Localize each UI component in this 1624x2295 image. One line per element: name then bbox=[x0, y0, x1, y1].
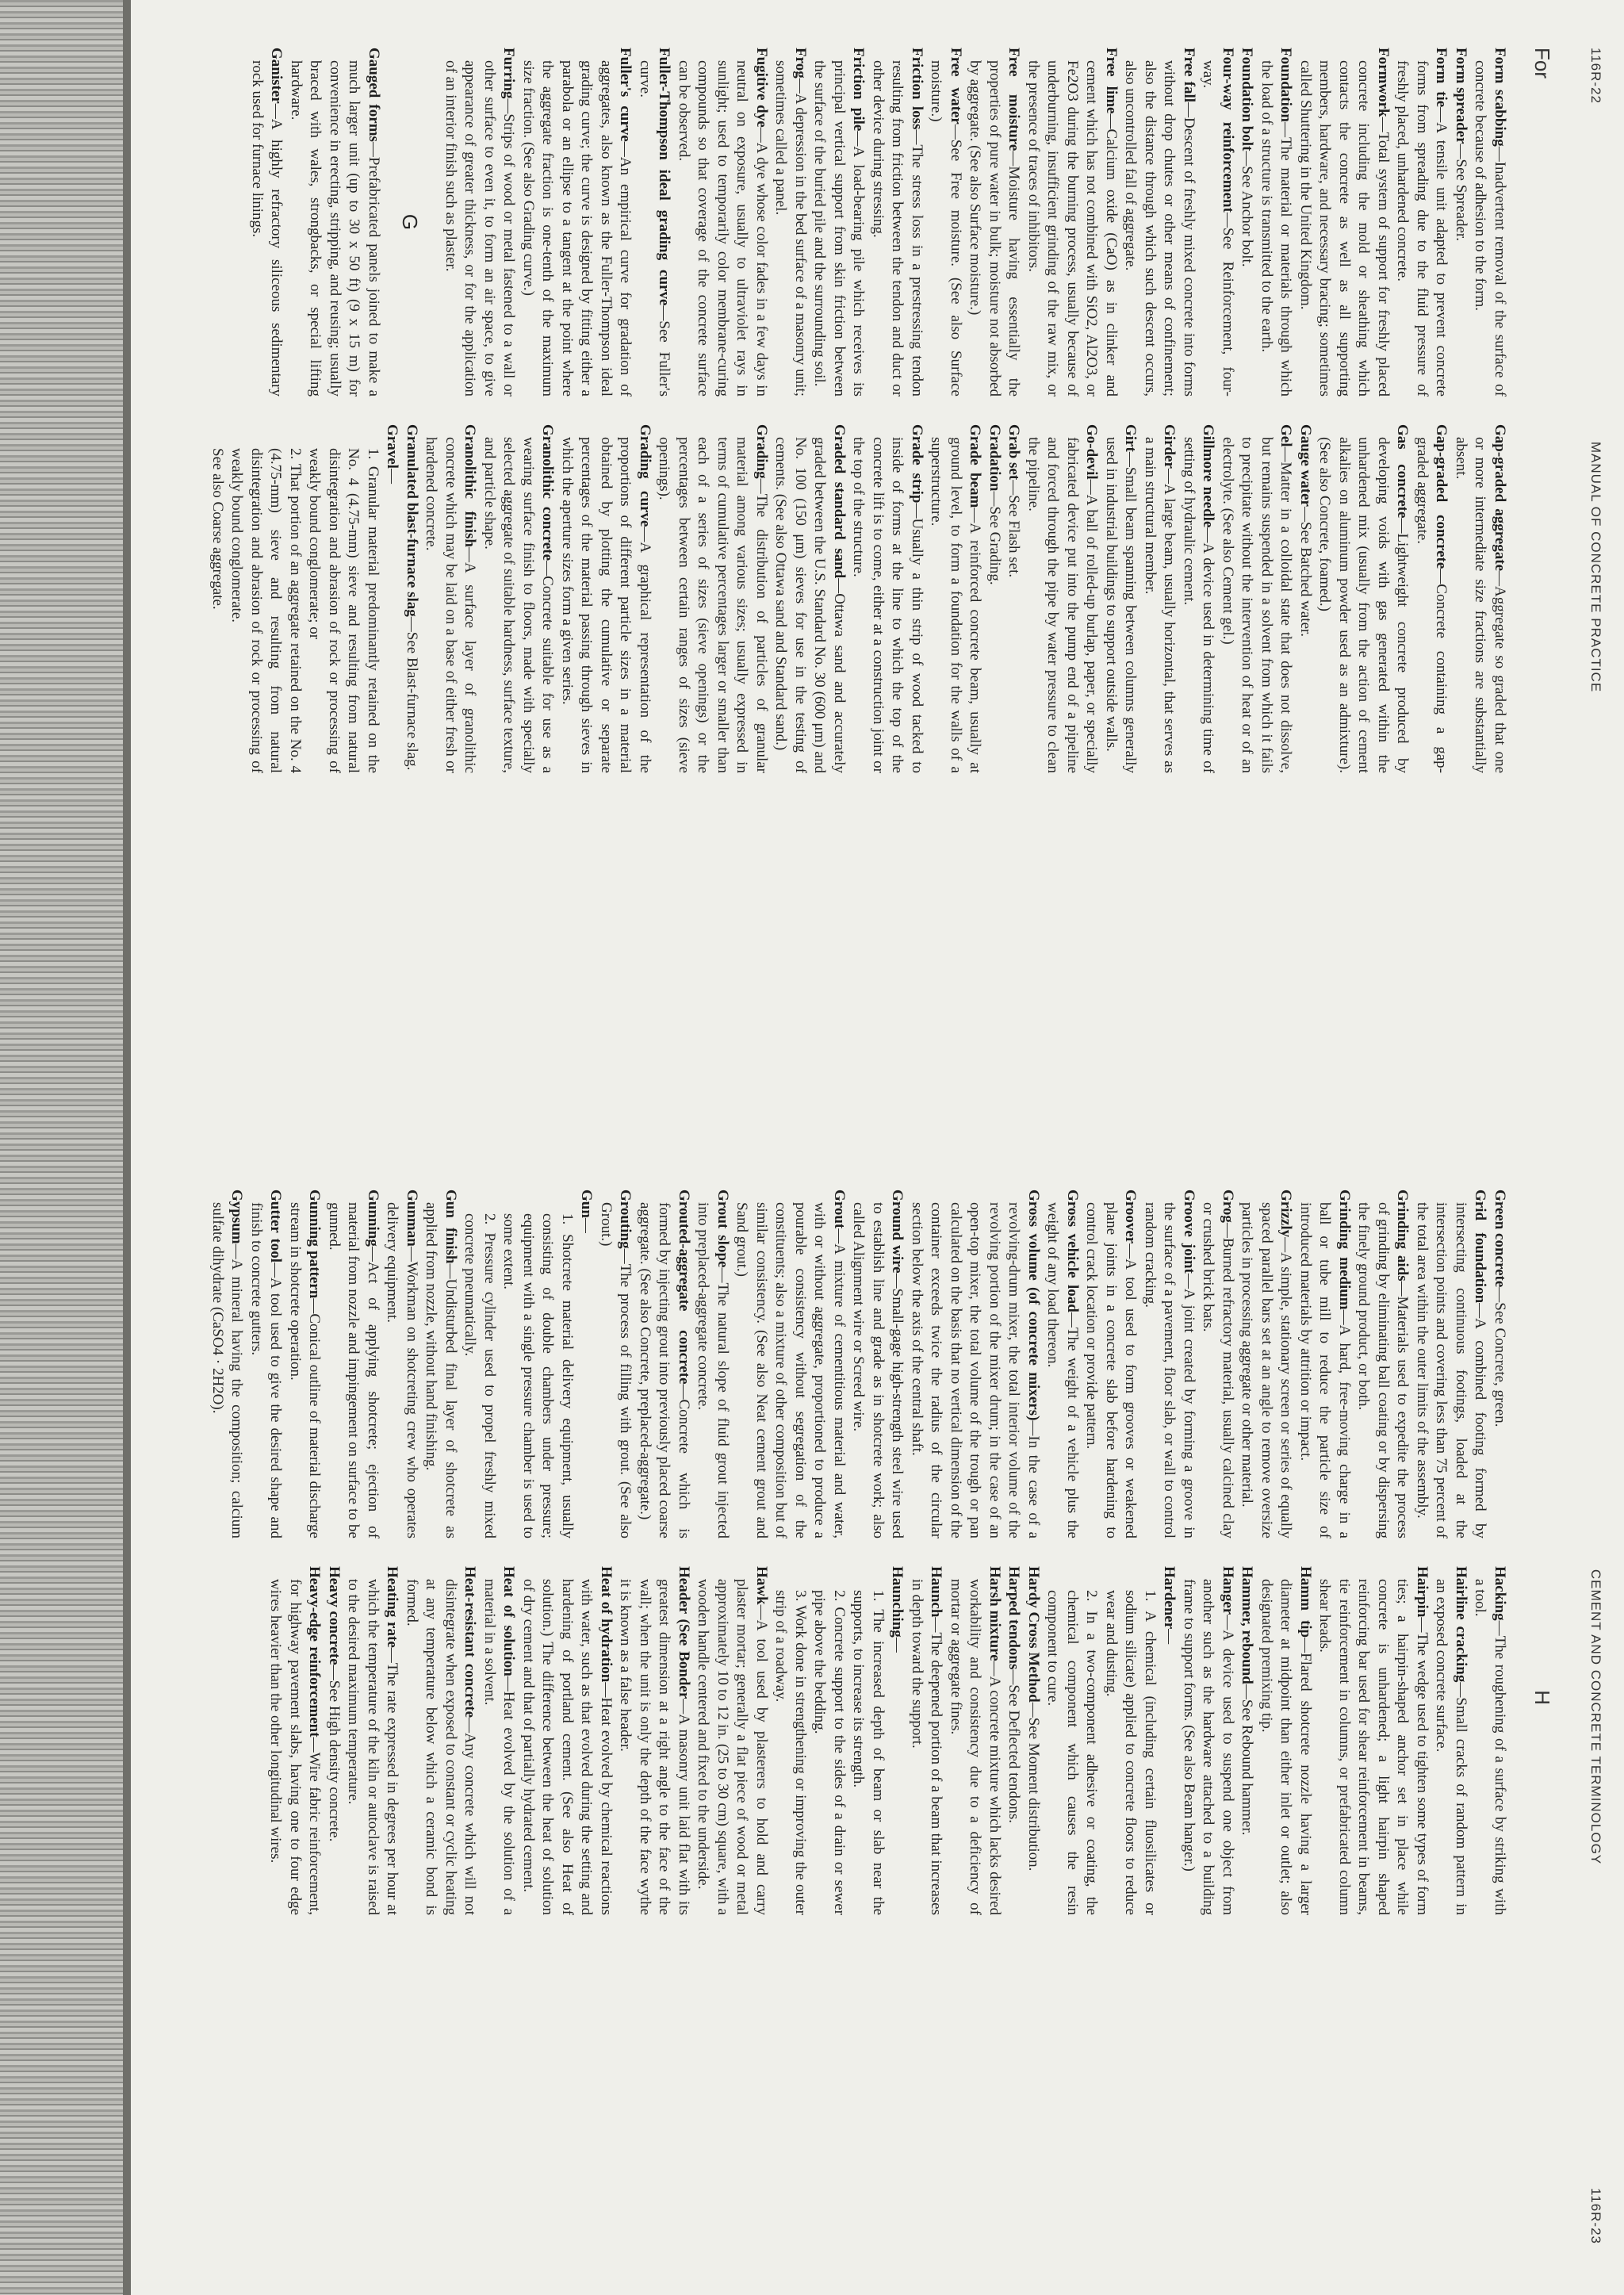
entry-definition: —Heat evolved by chemical reactions with water, such as that evolved during the setting and hardening of portland cement. (See also Heat of solution.) The difference between the heat of solution of dry cement and that of partially hydrated cement. bbox=[520, 1579, 615, 1915]
glossary-entry bbox=[1354, 1190, 1412, 1538]
entry-definition: —A device used to suspend one object from another such as the hardware attached to a building frame to support forms. (See also Beam hanger.) bbox=[1181, 1579, 1236, 1915]
glossary-entry bbox=[1082, 1190, 1140, 1538]
entry-definition: —See Flash set. bbox=[1005, 480, 1023, 578]
entry-term: Grouted-aggregate concrete bbox=[676, 1190, 692, 1385]
entry-term: Grout slope bbox=[714, 1190, 731, 1268]
glossary-entry bbox=[208, 424, 402, 773]
glossary-entry bbox=[1179, 1566, 1238, 1915]
entry-definition: —Undisturbed final layer of shotcrete as applied from nozzle, without hand finishing. bbox=[423, 1202, 459, 1538]
right-header bbox=[1580, 1190, 1603, 2244]
entry-term: Gap-graded concrete bbox=[1433, 424, 1450, 569]
entry-subdefinition: See also Coarse aggregate. bbox=[209, 448, 226, 610]
entry-definition: —The roughening of a surface by striking with a tool. bbox=[1472, 1579, 1508, 1915]
entry-term: Hairline cracking bbox=[1453, 1566, 1469, 1683]
entry-definition: —The distribution of particles of granular material among various sizes; usually expressed in terms of cumulative percentages larger or smaller than each of a series of sizes (sieve openings) or the percentages between certain ranges of sizes (sieve openings). bbox=[656, 437, 770, 773]
entry-term: Heavy concrete bbox=[326, 1566, 343, 1665]
entry-definition: —A surface layer of granolithic concrete which may be laid on a base of either fresh or hardened concrete. bbox=[423, 437, 479, 773]
glossary-entry bbox=[1004, 1566, 1024, 1915]
entry-definition: —A mineral having the composition; calcium sulfate dihydrate (CaSO4 · 2H2O). bbox=[209, 1202, 246, 1538]
entry-term: Harsh mixture bbox=[986, 1566, 1003, 1661]
glossary-entry bbox=[266, 1566, 324, 1915]
entry-term: Grading bbox=[753, 424, 770, 479]
entry-term: Grid foundation bbox=[1472, 1190, 1489, 1304]
glossary-entry bbox=[1237, 1190, 1296, 1538]
entry-term: Harped tendons bbox=[1005, 1566, 1023, 1670]
entry-term: Gunman bbox=[404, 1190, 420, 1247]
glossary-entry bbox=[1140, 1190, 1199, 1538]
entry-definition: —A tool used to form grooves or weakened plane joints in a concrete slab before hardening to control crack location or provide pattern. bbox=[1083, 1202, 1139, 1538]
entry-definition: — bbox=[578, 1217, 596, 1233]
glossary-entry bbox=[421, 1190, 460, 1538]
section-letter: G bbox=[398, 213, 423, 231]
glossary-entry bbox=[1412, 1190, 1490, 1538]
glossary-entry bbox=[1024, 48, 1121, 397]
entry-term: Grading curve bbox=[637, 424, 653, 527]
glossary-entry bbox=[985, 424, 1005, 773]
left-guide-word: For bbox=[1530, 48, 1554, 79]
entry-term: Grinding medium bbox=[1336, 1190, 1353, 1310]
entry-term: Grinding aids bbox=[1394, 1190, 1411, 1282]
glossary-entry bbox=[732, 1190, 848, 1538]
glossary-entry bbox=[480, 1566, 519, 1915]
glossary-entry bbox=[693, 1566, 771, 1915]
glossary-entry bbox=[1470, 48, 1509, 397]
glossary-entry bbox=[421, 424, 480, 773]
glossary-entry bbox=[674, 48, 772, 397]
entry-term: Haunch bbox=[928, 1566, 945, 1618]
glossary-entry bbox=[848, 424, 926, 773]
entry-term: Grade beam bbox=[967, 424, 984, 508]
glossary-entry bbox=[1101, 424, 1140, 773]
entry-definition: —Usually a thin strip of wood tacked to inside of forms at the line to which the top of the concrete lift is to come, either at a construction joint or the top of the structure. bbox=[850, 437, 925, 773]
entry-term: Header (See Bonder bbox=[676, 1566, 692, 1699]
glossary-entry bbox=[1257, 48, 1296, 397]
glossary-entry bbox=[1315, 1566, 1431, 1915]
glossary-entry bbox=[1024, 1566, 1044, 1915]
entry-definition: —The stress loss in a prestressing tendon resulting from friction between the tendon and duct or other device during stressing. bbox=[870, 60, 925, 397]
glossary-entry bbox=[460, 1190, 596, 1538]
glossary-entry bbox=[596, 1190, 635, 1538]
entry-definition: —In the case of a revolving-drum mixer, the total interior volume of the revolving portion of the mixer drum; in the case of an open-top mixer, the total volume of the trough or pan calculated on the basis that no vertical dimension of the container exceeds twice the radius of the circular section below the axis of the central shaft. bbox=[909, 1202, 1042, 1539]
entry-term: Free moisture bbox=[1005, 48, 1023, 151]
entry-term: Gutter tool bbox=[267, 1190, 285, 1263]
entry-definition: —A graphical representation of the proportions of different particle sizes in a material obtained by plotting the cumulative or separate percentages of the material passing through sieves in which the aperture sizes form a given series. bbox=[559, 437, 653, 773]
glossary-entry bbox=[286, 48, 384, 397]
entry-definition: —An empirical curve for gradation of aggregates, also known as the Fuller-Thompson ideal grading curve; the curve is designed by fitting either a parabola or an ellipse to a tangent at the point where the aggregate fraction is one-tenth of the maximum size fraction. (See also Grading curve.) bbox=[520, 60, 634, 397]
entry-term: Hacking bbox=[1492, 1566, 1508, 1621]
entry-definition: —Flared shotcrete nozzle having a larger diameter at midpoint than either inlet or outlet; also designated premixing tip. bbox=[1258, 1579, 1314, 1915]
entry-definition: —See Grading. bbox=[986, 491, 1003, 585]
entry-term: Granolithic concrete bbox=[539, 424, 557, 561]
entry-term: Gillmore needle bbox=[1200, 424, 1217, 528]
entry-term: Graded standard sand bbox=[831, 424, 848, 579]
entry-definition: —A joint created by forming a groove in the surface of a pavement, floor slab, or wall to control random cracking. bbox=[1142, 1202, 1197, 1538]
entry-term: Ganister bbox=[268, 48, 285, 104]
entry-definition: —Burned refractory material, usually calcined clay or crushed brick bats. bbox=[1200, 1202, 1236, 1538]
entry-definition: —The wedge used to tighten some types of form ties; a hairpin-shaped anchor set in place while concrete is unhardened; a light hairpin shaped reinforcing bar used for shear reinforcement in beams, tie reinforcement in columns, or prefabricated column shear heads. bbox=[1316, 1579, 1431, 1915]
entry-definition: —The rate expressed in degrees per hour at which the temperature of the kiln or autoclave is raised to the desired maximum temperature. bbox=[345, 1579, 401, 1916]
entry-definition: —Inadvertent removal of the surface of concrete because of adhesion to the form. bbox=[1472, 60, 1508, 397]
entry-term: Fugitive dye bbox=[753, 48, 770, 128]
entry-definition: —Small cracks of random pattern in an exposed concrete surface. bbox=[1433, 1579, 1469, 1915]
glossary-entry bbox=[907, 1566, 946, 1915]
entry-definition: —A masonry unit laid flat with its greatest dimension at a right angle to the face of the wall; when the unit is only the depth of the face wythe it is known as a false header. bbox=[617, 1579, 692, 1915]
entry-definition: —See Concrete, green. bbox=[1492, 1287, 1508, 1427]
left-header bbox=[1580, 48, 1603, 1086]
entry-term: Free lime bbox=[1103, 48, 1120, 114]
glossary-entry bbox=[771, 1566, 907, 1915]
glossary-entry bbox=[1490, 1190, 1510, 1538]
entry-definition: —See Fuller's curve. bbox=[637, 60, 673, 397]
entry-definition: —A large beam, usually horizontal, that serves as a main structural member. bbox=[1142, 437, 1178, 773]
entry-term: Go-devil bbox=[1083, 424, 1101, 480]
entry-definition: —Workman on shotcreting crew who operates delivery equipment. bbox=[384, 1202, 420, 1538]
right-column-2 bbox=[266, 1566, 1509, 1915]
entry-definition: —The natural slope of fluid grout injected into preplaced-aggregate concrete. bbox=[695, 1202, 731, 1538]
entry-term: Granulated blast-furnace slag bbox=[404, 424, 420, 617]
entry-term: Gel bbox=[1277, 424, 1295, 447]
glossary-entry bbox=[1004, 424, 1024, 773]
glossary-entry bbox=[1412, 424, 1451, 773]
entry-definition: —A mixture of cementitious material and water, with or without aggregate, proportioned to produce a pourable consistency without segregation of the constituents; also a mixture of other composition but of similar consistency. (See also Neat cement grout and Sand grout.) bbox=[733, 1202, 848, 1538]
right-page bbox=[133, 1158, 1624, 2276]
entry-definition: —A highly refractory siliceous sedimentary rock used for furnace linings. bbox=[249, 60, 285, 397]
entry-term: Heating rate bbox=[384, 1566, 401, 1648]
glossary-entry bbox=[343, 1566, 402, 1915]
entry-term: Haunching bbox=[889, 1566, 906, 1638]
glossary-entry bbox=[1470, 1566, 1509, 1915]
entry-term: Hammer, rebound bbox=[1239, 1566, 1256, 1684]
glossary-entry bbox=[1451, 48, 1471, 397]
glossary-entry bbox=[1296, 48, 1393, 397]
entry-definition: —A load-bearing pile which receives its principal vertical support from skin friction between the surface of the buried pile and the surrounding soil. bbox=[811, 60, 868, 397]
glossary-entry bbox=[519, 1566, 616, 1915]
entry-term: Foundation bbox=[1277, 48, 1295, 122]
glossary-entry bbox=[1198, 48, 1237, 397]
entry-definition: —Act of applying shotcrete; ejection of material from nozzle and impingement on surface to be gunned. bbox=[326, 1202, 381, 1538]
entry-subdefinition: 2. Concrete support to the sides of a drain or sewer pipe above the bedding. bbox=[811, 1590, 848, 1915]
glossary-entry bbox=[1198, 1190, 1237, 1538]
entry-term: Heat of solution bbox=[500, 1566, 518, 1676]
entry-term: Grizzly bbox=[1277, 1190, 1295, 1238]
glossary-entry bbox=[1392, 48, 1451, 397]
glossary-entry bbox=[926, 424, 985, 773]
entry-term: Foundation bolt bbox=[1239, 48, 1256, 151]
entry-definition: —A reinforced concrete beam, usually at ground level, to form a foundation for the walls of a superstructure. bbox=[928, 437, 984, 774]
entry-term: Groove joint bbox=[1181, 1190, 1197, 1274]
entry-term: Gross vehicle load bbox=[1064, 1190, 1081, 1312]
entry-term: Gauge water bbox=[1297, 424, 1314, 507]
entry-term: Form spreader bbox=[1453, 48, 1469, 144]
glossary-entry bbox=[382, 1190, 421, 1538]
entry-term: Gunning bbox=[365, 1190, 381, 1247]
entry-term: Girder bbox=[1161, 424, 1178, 469]
right-running-head: CEMENT AND CONCRETE TERMINOLOGY bbox=[1588, 1569, 1603, 1865]
entry-definition: —See Moment distribution. bbox=[1025, 1702, 1042, 1872]
entry-definition: —Ottawa sand and accurately graded between the U.S. Standard No. 30 (600 μm) and No. 100 (150 μm) sieves for use in the testing of cements. (See also Ottawa sand and Standard sand.) bbox=[772, 437, 848, 773]
left-running-head: MANUAL OF CONCRETE PRACTICE bbox=[1588, 441, 1603, 693]
entry-definition: —Aggregate so graded that one or more intermediate size fractions are substantially absent. bbox=[1453, 437, 1508, 773]
glossary-entry bbox=[946, 1566, 1005, 1915]
entry-term: Groover bbox=[1122, 1190, 1139, 1244]
glossary-entry bbox=[965, 48, 1024, 397]
entry-term: Heat-resistant concrete bbox=[462, 1566, 479, 1718]
entry-definition: —A simple, stationary screen or series of equally spaced parallel bars set at an angle to remove oversize particles in processing aggregate or other material. bbox=[1239, 1202, 1295, 1538]
entry-subdefinition: 2. That portion of an aggregate retained on the No. 4 (4.75-mm) sieve and resulting from natural disintegration and abrasion of rock or processing of weakly bound conglomerate. bbox=[228, 448, 304, 773]
entry-term: Hamm tip bbox=[1297, 1566, 1314, 1638]
entry-term: Grab set bbox=[1005, 424, 1023, 481]
entry-definition: —The process of filling with grout. (See also Grout.) bbox=[598, 1202, 634, 1538]
glossary-entry bbox=[1218, 424, 1296, 773]
left-column-2 bbox=[208, 424, 1510, 773]
entry-term: Friction pile bbox=[850, 48, 868, 132]
glossary-entry bbox=[615, 1566, 693, 1915]
entry-term: Free water bbox=[948, 48, 964, 125]
glossary-entry bbox=[247, 1190, 285, 1538]
entry-term: Fuller's curve bbox=[617, 48, 634, 142]
entry-definition: —Small-gage high-strength steel wire used to establish line and grade as in shotcrete work; also called Alignment wire or Screed wire. bbox=[850, 1202, 906, 1538]
glossary-entry bbox=[868, 48, 927, 397]
binding-shadow bbox=[123, 0, 131, 2295]
entry-subdefinition: 3. Work done in strengthening or improving the outer strip of a roadway. bbox=[772, 1590, 809, 1915]
entry-term: Ground wire bbox=[889, 1190, 906, 1274]
right-page-number: 116R-23 bbox=[1588, 2188, 1603, 2244]
entry-definition: —Small beam spanning between columns generally used in industrial buildings to support outside walls. bbox=[1103, 437, 1139, 773]
entry-definition: —Any concrete which will not disintegrate when exposed to constant or cyclic heating at any temperature below which a ceramic bond is formed. bbox=[404, 1579, 479, 1915]
right-column-1 bbox=[208, 1190, 1510, 1538]
entry-term: Gradation bbox=[986, 424, 1003, 492]
entry-term: Gap-graded aggregate bbox=[1492, 424, 1508, 572]
entry-definition: —Descent of freshly mixed concrete into forms without drop chutes or other means of confinement; also the distance through which such descent occurs, also uncontrolled fall of aggregate. bbox=[1122, 60, 1197, 397]
glossary-entry bbox=[1257, 1566, 1316, 1915]
entry-subdefinition: 2. Pressure cylinder used to propel freshly mixed concrete pneumatically. bbox=[462, 1213, 498, 1538]
glossary-entry bbox=[1043, 1190, 1082, 1538]
entry-definition: —Calcium oxide (CaO) as in clinker and cement which has not combined with SiO2, Al2O3, or Fe2O3 during the burning process, usually because of underburning, insufficient grinding of the raw mix, or the presence of traces of inhibitors. bbox=[1025, 60, 1120, 397]
entry-term: Fuller-Thompson ideal grading curve bbox=[656, 48, 673, 306]
entry-definition: —Wire fabric reinforcement, for highway pavement slabs, having one to four edge wires heavier than the other longitudinal wires. bbox=[267, 1579, 324, 1916]
entry-definition: —A tool used by plasterers to hold and carry plaster mortar; generally a flat piece of wood or metal approximately 10 to 12 in. (25 to 30 cm) square, with a wooden handle centered and fixed to the underside. bbox=[695, 1579, 770, 1915]
glossary-entry bbox=[519, 48, 635, 397]
entry-term: Grade strip bbox=[909, 424, 925, 504]
entry-term: Girt bbox=[1122, 424, 1139, 452]
entry-definition: —See High density concrete. bbox=[326, 1665, 343, 1842]
entry-term: Grog bbox=[1220, 1190, 1236, 1223]
glossary-entry bbox=[402, 424, 422, 773]
entry-definition: —A dye whose color fades in a few days in neutral on exposure, usually to ultraviolet rays in sunlight; used to temporarily color membrane-curing compounds so that coverage of the concrete surface can be observed. bbox=[676, 60, 770, 397]
entry-definition: — bbox=[889, 1637, 906, 1653]
entry-definition: —The material or materials through which the load of a structure is transmitted to the earth. bbox=[1258, 60, 1295, 397]
entry-term: Friction loss bbox=[909, 48, 925, 130]
glossary-entry bbox=[1120, 48, 1198, 397]
glossary-entry bbox=[441, 48, 519, 397]
entry-subdefinition: 1. A chemical (including certain fluosilicates or sodium silicate) applied to concrete floors to reduce wear and dusting. bbox=[1103, 1590, 1159, 1915]
entry-term: Grouting bbox=[617, 1190, 634, 1249]
entry-term: Hawk bbox=[753, 1566, 770, 1605]
glossary-entry bbox=[1179, 424, 1218, 773]
glossary-entry bbox=[1315, 424, 1412, 773]
entry-definition: —Conical outline of material discharge stream in shotcrete operation. bbox=[287, 1202, 324, 1538]
entry-definition: —Concrete containing a gap-graded aggregate. bbox=[1414, 437, 1450, 773]
entry-definition: —See Deflected tendons. bbox=[1005, 1669, 1023, 1824]
entry-term: Formwork bbox=[1375, 48, 1392, 117]
entry-definition: —Materials used to expedite the process of grinding by eliminating ball coating or by dispersing the finely ground product, or both. bbox=[1355, 1202, 1411, 1538]
entry-definition: —A tool used to give the desired shape and finish to concrete gutters. bbox=[248, 1202, 285, 1538]
glossary-entry bbox=[1451, 424, 1510, 773]
entry-definition: —Total system of support for freshly placed concrete including the mold or sheathing which contacts the concrete as well as all supporting members, hardware, and necessary bracing; sometimes called Shuttering in the United Kingdom. bbox=[1297, 60, 1392, 397]
binding-gutter bbox=[0, 0, 123, 2295]
left-column-1 bbox=[247, 48, 1510, 397]
left-page-number: 116R-22 bbox=[1588, 48, 1603, 104]
entry-definition: —A tensile unit adapted to prevent concrete forms from spreading due to the fluid pressure of freshly placed, unhardened concrete. bbox=[1394, 60, 1450, 397]
glossary-entry bbox=[1043, 1566, 1179, 1915]
entry-definition: —See Reinforcement, four-way. bbox=[1200, 60, 1236, 397]
entry-term: Form tie bbox=[1433, 48, 1450, 108]
entry-term: Hardy Cross Method bbox=[1025, 1566, 1042, 1703]
entry-term: Heat of hydration bbox=[598, 1566, 615, 1683]
entry-definition: —See Blast-furnace slag. bbox=[404, 616, 420, 771]
entry-subdefinition: 1. Shotcrete material delivery equipment, usually consisting of double chambers under pressure; equipment with a single pressure chamber is used to some extent. bbox=[500, 1213, 576, 1538]
glossary-entry bbox=[285, 1190, 324, 1538]
entry-definition: —Lightweight concrete produced by developing voids with gas generated within the unhardened mix (usually from the action of cement alkalies on aluminum powder used as an admixture). (See also Concrete, foamed.) bbox=[1316, 437, 1411, 773]
glossary-entry bbox=[848, 1190, 907, 1538]
entry-term: Furring bbox=[500, 48, 518, 99]
entry-definition: —See Batched water. bbox=[1297, 506, 1314, 638]
glossary-entry bbox=[1237, 48, 1257, 397]
glossary-entry bbox=[402, 1566, 480, 1915]
left-page bbox=[133, 16, 1624, 1118]
entry-definition: —Moisture having essentially the properties of pure water in bulk; moisture not absorbed by aggregate. (See also Surface moisture.) bbox=[967, 60, 1023, 397]
glossary-entry bbox=[324, 1566, 344, 1915]
entry-definition: —A combined footing formed by intersecting continuous footings, loaded at the intersection points and covering less than 75 percent of the total area within the outer limits of the assembly. bbox=[1414, 1202, 1489, 1538]
glossary-entry bbox=[208, 1190, 247, 1538]
entry-term: Gunning pattern bbox=[306, 1190, 324, 1299]
entry-definition: —A hard, free-moving charge in a ball or tube mill to reduce the particle size of introduced materials by attrition or impact. bbox=[1297, 1202, 1353, 1538]
glossary-entry bbox=[324, 1190, 383, 1538]
entry-subdefinition: 1. The increased depth of beam or slab near the supports, to increase its strength. bbox=[850, 1590, 887, 1915]
entry-term: Gun bbox=[578, 1190, 596, 1218]
entry-definition: —Concrete which is formed by injecting grout into previously placed coarse aggregate. (See also Concrete, preplaced-aggregate.) bbox=[637, 1202, 692, 1538]
glossary-entry bbox=[1237, 1566, 1257, 1915]
glossary-entry bbox=[1296, 1190, 1354, 1538]
entry-term: Frog bbox=[792, 48, 809, 79]
entry-definition: —A ball of rolled-up burlap, paper, or specially fabricated device put into the pump end of a pipeline and forced through the pipe by water pressure to clean the pipeline. bbox=[1025, 437, 1101, 773]
entry-term: Granolithic finish bbox=[462, 424, 479, 547]
entry-definition: —See Free moisture. (See also Surface moisture.) bbox=[928, 60, 964, 397]
entry-definition: — bbox=[1161, 1629, 1178, 1645]
entry-definition: —See Anchor bolt. bbox=[1239, 151, 1256, 267]
glossary-entry bbox=[1431, 1566, 1470, 1915]
right-guide-word: H bbox=[1530, 1690, 1554, 1705]
entry-term: Gas concrete bbox=[1394, 424, 1411, 519]
entry-term: Gun finish bbox=[442, 1190, 459, 1264]
entry-term: Heavy-edge reinforcement bbox=[306, 1566, 324, 1738]
entry-definition: —Prefabricated panels joined to make a much larger unit (up to 30 x 50 ft) (9 x 15 m) for convenience in erecting, stripping, and reusing; usually braced with wales, strongbacks, or special lifting hardware. bbox=[288, 60, 382, 397]
entry-subdefinition: 2. In a two-component adhesive or coating, the chemical component which causes the resin component to cure. bbox=[1044, 1590, 1101, 1915]
entry-definition: —A depression in the bed surface of a masonry unit; sometimes called a panel. bbox=[772, 60, 809, 397]
entry-term: Form scabbing bbox=[1492, 48, 1508, 147]
glossary-entry bbox=[635, 48, 674, 397]
entry-definition: —Heat evolved by the solution of a material in a solvent. bbox=[481, 1579, 518, 1915]
entry-subdefinition: 1. Granular material predominantly retained on the No. 4 (4.75-mm) sieve and resulting from natural disintegration and abrasion of rock or processing of weakly bound conglomerate; or bbox=[306, 448, 381, 773]
glossary-entry bbox=[926, 48, 965, 397]
entry-term: Hardener bbox=[1161, 1566, 1178, 1630]
entry-term: Green concrete bbox=[1492, 1190, 1508, 1288]
entry-term: Gravel bbox=[384, 424, 401, 469]
entry-definition: —A device used in determining time of setting of hydraulic cement. bbox=[1181, 437, 1217, 773]
entry-definition: —Strips of wood or metal fastened to a wall or other surface to even it, to form an air space, to give appearance of greater thickness, or for the application of an interior finish such as plaster. bbox=[442, 60, 518, 397]
glossary-entry bbox=[654, 424, 771, 773]
entry-definition: —The weight of a vehicle plus the weight of any load thereon. bbox=[1044, 1202, 1081, 1538]
entry-definition: —See Spreader. bbox=[1453, 144, 1469, 241]
glossary-entry bbox=[771, 424, 848, 773]
glossary-entry bbox=[810, 48, 868, 397]
glossary-entry bbox=[635, 1190, 694, 1538]
entry-definition: —See Rebound hammer. bbox=[1239, 1684, 1256, 1836]
entry-definition: —A concrete mixture which lacks desired workability and consistency due to a deficiency of mortar or aggregate fines. bbox=[948, 1579, 1003, 1915]
glossary-entry bbox=[1296, 424, 1316, 773]
entry-definition: —Matter in a colloidal state that does not dissolve, but remains suspended in a solvent from which it fails to precipitate without the intervention of heat or of an electrolyte. (See also Cement gel.) bbox=[1220, 437, 1295, 773]
entry-term: Grout bbox=[831, 1190, 848, 1229]
glossary-entry bbox=[907, 1190, 1044, 1538]
entry-definition: —The deepened portion of a beam that increases in depth toward the support. bbox=[909, 1579, 945, 1915]
glossary-entry bbox=[771, 48, 810, 397]
entry-term: Gross volume (of concrete mixers) bbox=[1025, 1190, 1042, 1421]
entry-definition: —Concrete suitable for use as a wearing surface finish to floors, made with specially selected aggregate of suitable hardness, surface texture, and particle shape. bbox=[481, 437, 557, 773]
glossary-entry bbox=[247, 48, 286, 397]
entry-definition: — bbox=[384, 468, 401, 484]
entry-term: Four-way reinforcement bbox=[1220, 48, 1236, 213]
glossary-entry bbox=[557, 424, 655, 773]
glossary-entry bbox=[693, 1190, 732, 1538]
glossary-entry bbox=[480, 424, 557, 773]
entry-term: Gypsum bbox=[228, 1190, 246, 1244]
entry-term: Free fall bbox=[1181, 48, 1197, 103]
entry-term: Gauged forms bbox=[366, 48, 382, 142]
entry-term: Hanger bbox=[1220, 1566, 1236, 1615]
entry-term: Hairpin bbox=[1414, 1566, 1431, 1618]
glossary-entry bbox=[1140, 424, 1179, 773]
glossary-entry bbox=[1024, 424, 1101, 773]
